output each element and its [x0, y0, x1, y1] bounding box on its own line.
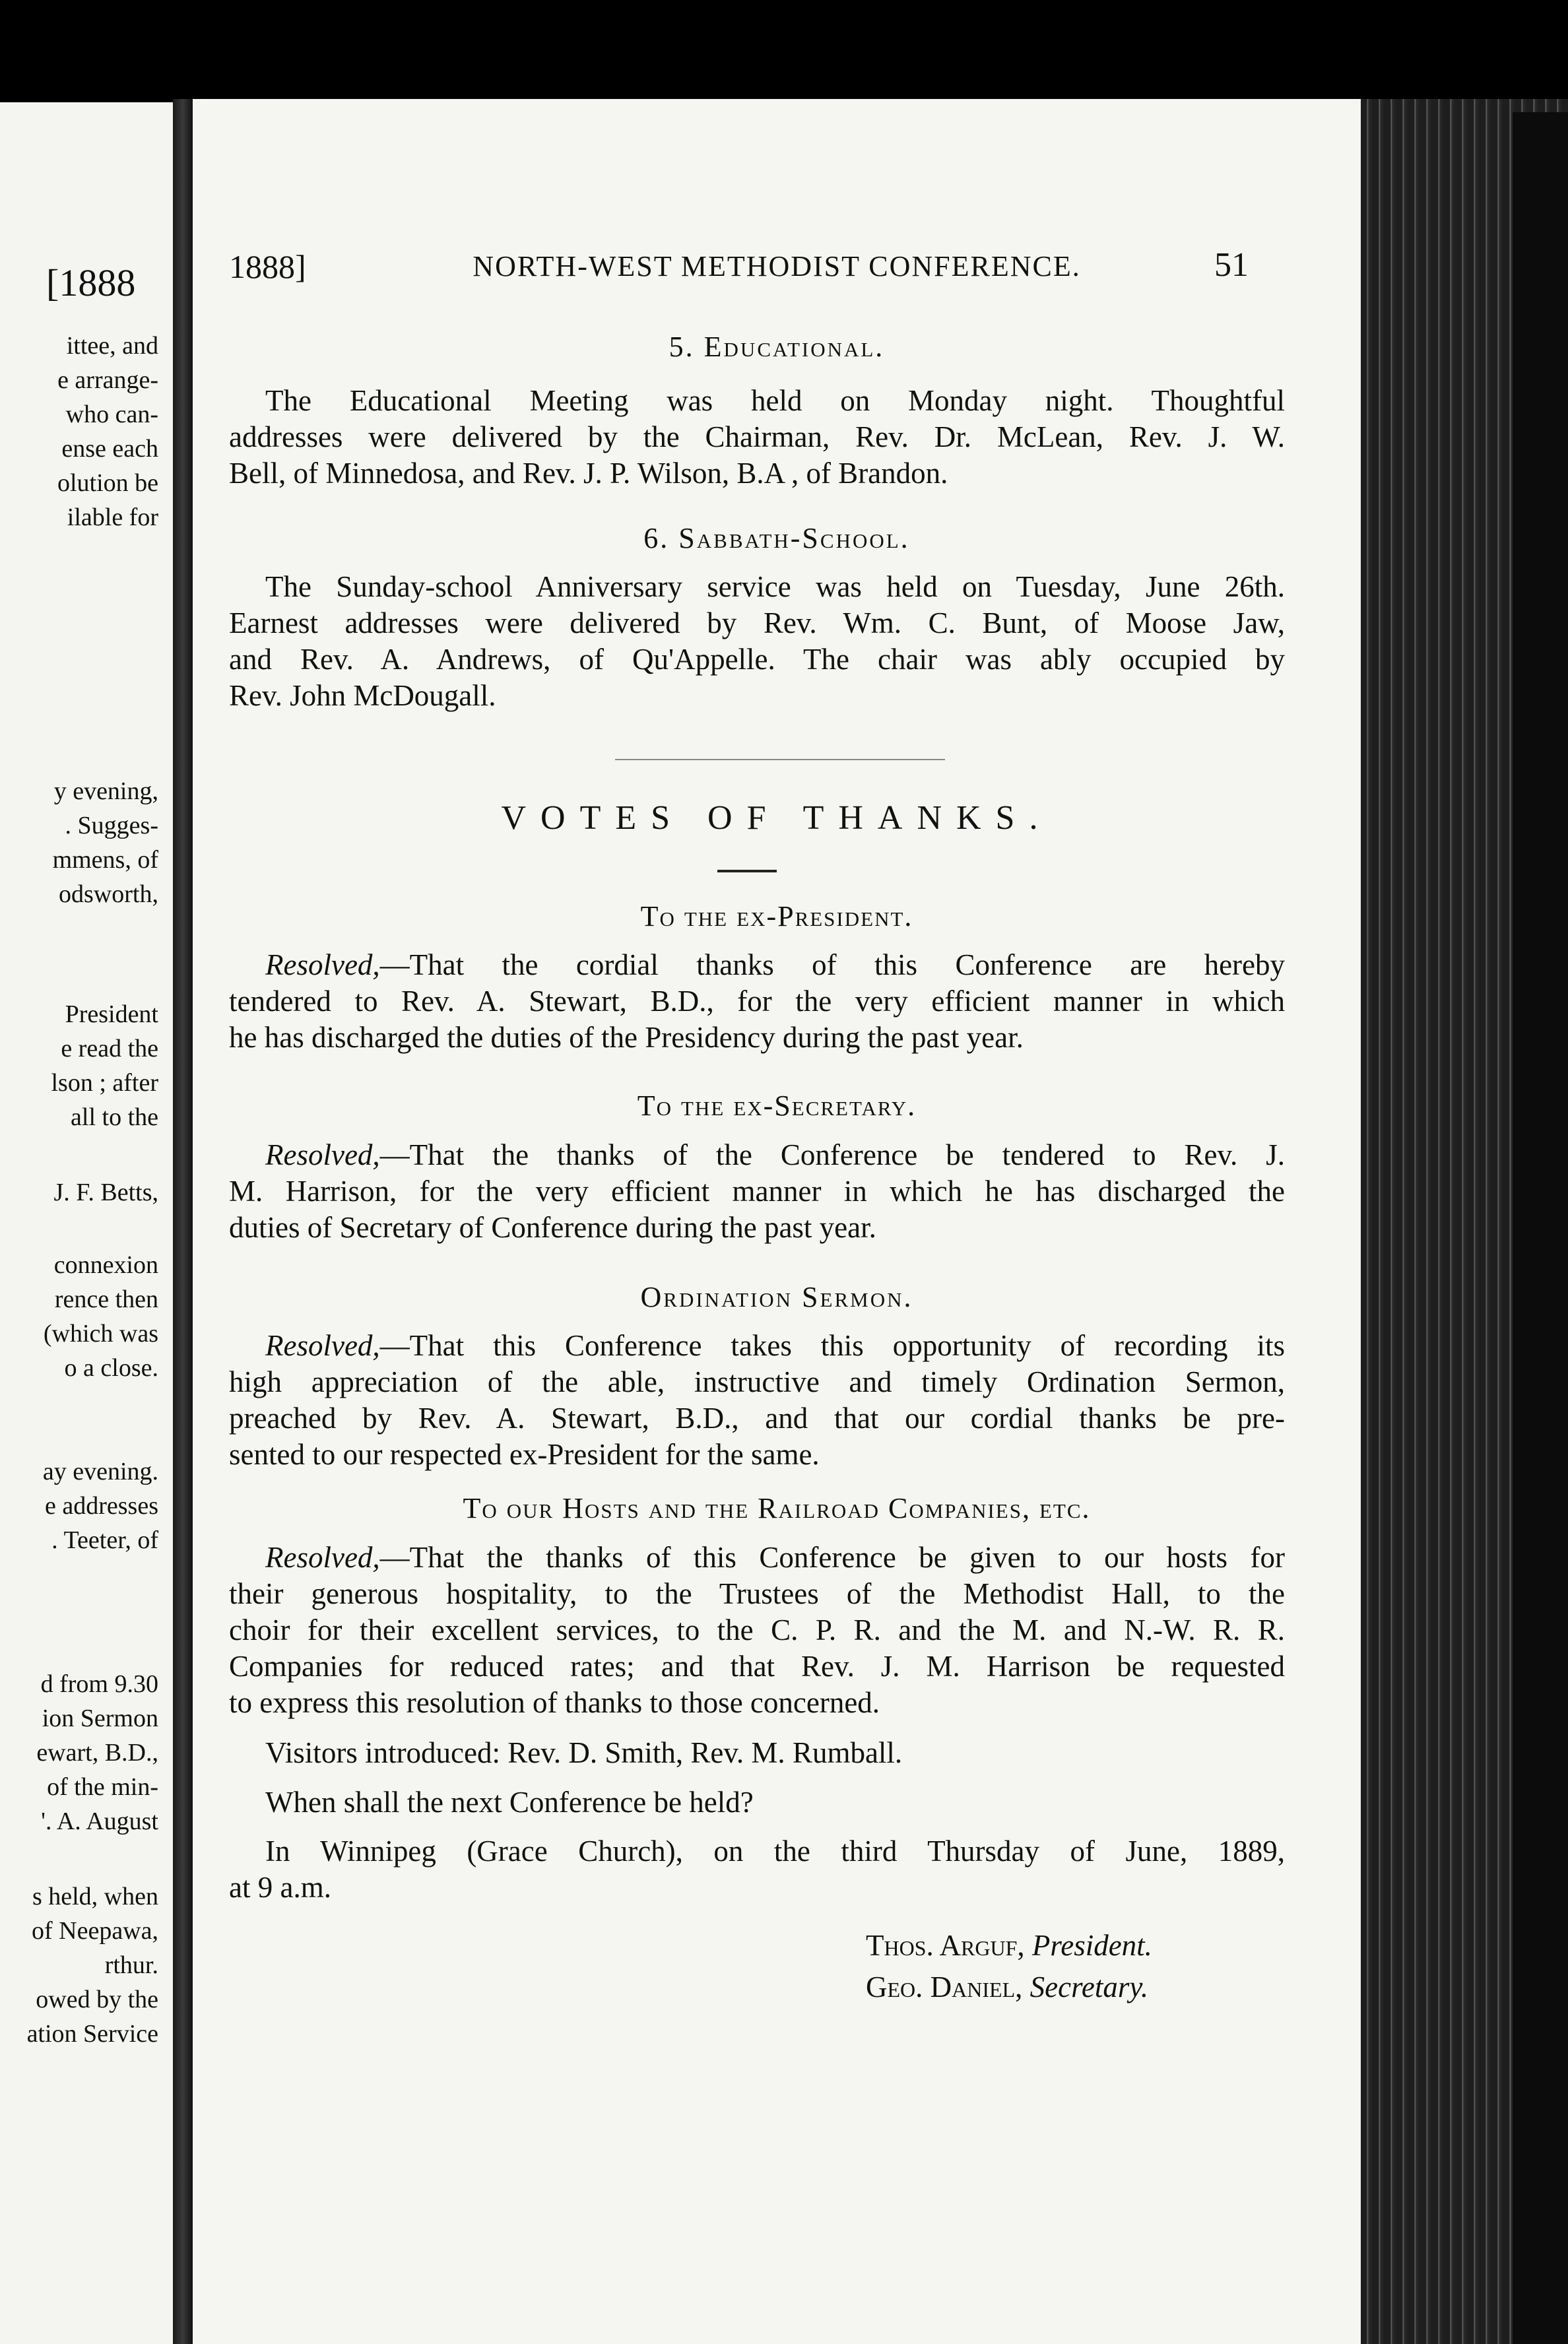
- ex-president-paragraph: [229, 947, 1285, 1056]
- page-edges: [1361, 99, 1568, 2344]
- ordination-line: sented to our respected ex-President for the same.: [229, 1438, 820, 1471]
- ordination-paragraph: [229, 1328, 1285, 1473]
- secretary-name: Geo. Daniel,: [866, 1970, 1023, 2003]
- left-page-header: [1888: [46, 261, 136, 304]
- ordination-line: —That this Conference takes this opportunity of recording its: [379, 1329, 1285, 1362]
- header-year: 1888]: [229, 248, 306, 285]
- left-page-line: all to the: [71, 1103, 158, 1131]
- left-page-line: ay evening.: [42, 1458, 158, 1485]
- sabbath-school-heading: 6. Sabbath-School.: [643, 522, 910, 554]
- left-page-line: e read the: [61, 1035, 158, 1062]
- hosts-line: choir for their excellent services, to the C. P. R. and the M. and N.-W. R. R.: [229, 1613, 1285, 1646]
- left-page-line: y evening,: [53, 777, 158, 805]
- hosts-line: to express this resolution of thanks to those concerned.: [229, 1686, 880, 1719]
- left-page-line: (which was: [43, 1320, 158, 1348]
- left-page-line: '. A. August: [41, 1807, 158, 1835]
- ex-secretary-heading: To the ex-Secretary.: [637, 1090, 917, 1122]
- ordination-line: high appreciation of the able, instructive and timely Ordination Sermon,: [229, 1365, 1285, 1398]
- ex-president-line: tendered to Rev. A. Stewart, B.D., for the very efficient manner in which: [229, 985, 1285, 1018]
- sabbath-line: The Sunday-school Anniversary service was held on Tuesday, June 26th.: [265, 570, 1285, 603]
- sabbath-line: Earnest addresses were delivered by Rev. Wm. C. Bunt, of Moose Jaw,: [229, 606, 1285, 639]
- left-page-line: ion Sermon: [42, 1705, 158, 1732]
- president-name: Thos. Arguf,: [866, 1929, 1025, 1962]
- left-page-line: . Sugges-: [65, 812, 158, 839]
- left-page-line: e arrange-: [57, 366, 158, 394]
- next-conference-answer: [229, 1833, 1285, 1906]
- secretary-signature: [866, 1970, 1148, 2004]
- sabbath-school-paragraph: [229, 569, 1285, 714]
- hosts-line: Companies for reduced rates; and that Rev. J. M. Harrison be requested: [229, 1650, 1285, 1683]
- hosts-heading: To our Hosts and the Railroad Companies, etc.: [463, 1492, 1091, 1524]
- ex-president-line: he has discharged the duties of the Presidency during the past year.: [229, 1021, 1024, 1054]
- left-page-line: owed by the: [36, 1986, 158, 2013]
- president-title: President.: [1031, 1929, 1152, 1962]
- hosts-line: —That the thanks of this Conference be given to our hosts for: [379, 1541, 1285, 1574]
- resolved-label: Resolved,: [265, 1329, 380, 1362]
- ex-president-heading: To the ex-President.: [640, 900, 913, 932]
- left-page-line: ittee, and: [66, 332, 158, 360]
- left-facing-page: [0, 102, 173, 2344]
- left-page-line: rence then: [54, 1286, 158, 1313]
- votes-of-thanks-title: VOTES OF THANKS.: [501, 799, 1053, 837]
- sabbath-line: and Rev. A. Andrews, of Qu'Appelle. The chair was ably occupied by: [229, 643, 1285, 676]
- ordination-heading: Ordination Sermon.: [640, 1281, 913, 1313]
- resolved-label: Resolved,: [265, 1541, 380, 1574]
- left-page-line: d from 9.30: [40, 1670, 158, 1698]
- hosts-paragraph: [229, 1540, 1285, 1721]
- left-page-line: connexion: [53, 1251, 158, 1279]
- ex-secretary-paragraph: [229, 1137, 1285, 1246]
- next-conference-question: When shall the next Conference be held?: [265, 1786, 754, 1819]
- educational-line: The Educational Meeting was held on Monday night. Thoughtful: [265, 384, 1285, 417]
- left-page-line: ilable for: [67, 504, 158, 531]
- ex-secretary-line: duties of Secretary of Conference during the past year.: [229, 1211, 876, 1244]
- hosts-line: their generous hospitality, to the Trustees of the Methodist Hall, to the: [229, 1577, 1285, 1610]
- left-page-line: s held, when: [32, 1883, 158, 1910]
- ex-secretary-line: M. Harrison, for the very efficient manner in which he has discharged the: [229, 1175, 1285, 1208]
- left-page-line: o a close.: [64, 1354, 158, 1382]
- left-page-line: rthur.: [104, 1951, 158, 1979]
- left-page-line: mmens, of: [52, 846, 158, 874]
- left-page-line: ense each: [61, 435, 158, 463]
- left-page-line: President: [65, 1000, 158, 1028]
- title-rule: [717, 870, 777, 872]
- outer-edge: [1513, 112, 1568, 2344]
- visitors-line: Visitors introduced: Rev. D. Smith, Rev. M. Rumball.: [265, 1736, 903, 1769]
- answer-line: at 9 a.m.: [229, 1871, 331, 1904]
- answer-line: In Winnipeg (Grace Church), on the third Thursday of June, 1889,: [265, 1835, 1285, 1868]
- secretary-title: Secretary.: [1029, 1970, 1149, 2003]
- sabbath-line: Rev. John McDougall.: [229, 679, 496, 712]
- left-page-line: ation Service: [26, 2020, 158, 2048]
- page-number: 51: [1214, 246, 1249, 284]
- left-page-line: who can-: [65, 401, 158, 428]
- educational-line: addresses were delivered by the Chairman, Rev. Dr. McLean, Rev. J. W.: [229, 420, 1285, 453]
- ex-secretary-line: —That the thanks of the Conference be tendered to Rev. J.: [379, 1138, 1285, 1171]
- president-signature: [866, 1928, 1152, 1963]
- left-page-line: of Neepawa,: [31, 1917, 158, 1945]
- running-title: NORTH-WEST METHODIST CONFERENCE.: [473, 250, 1081, 282]
- book-gutter: [173, 99, 193, 2344]
- educational-heading: 5. Educational.: [669, 331, 885, 363]
- left-page-line: J. F. Betts,: [53, 1179, 158, 1206]
- left-page-line: odsworth,: [59, 880, 158, 908]
- ex-president-line: —That the cordial thanks of this Conference are hereby: [379, 948, 1285, 981]
- section-divider: [615, 759, 945, 760]
- left-page-line: lson ; after: [51, 1069, 158, 1097]
- ordination-line: preached by Rev. A. Stewart, B.D., and that our cordial thanks be pre-: [229, 1402, 1285, 1435]
- educational-line: Bell, of Minnedosa, and Rev. J. P. Wilson, B.A , of Brandon.: [229, 457, 948, 490]
- main-page: [193, 99, 1361, 2344]
- resolved-label: Resolved,: [265, 1138, 380, 1171]
- left-page-line: ewart, B.D.,: [36, 1739, 158, 1767]
- left-page-line: of the min-: [47, 1773, 158, 1801]
- left-page-line: olution be: [57, 469, 158, 497]
- resolved-label: Resolved,: [265, 948, 380, 981]
- left-page-line: e addresses: [45, 1492, 158, 1520]
- left-page-line: . Teeter, of: [51, 1526, 158, 1554]
- educational-paragraph: [229, 383, 1285, 492]
